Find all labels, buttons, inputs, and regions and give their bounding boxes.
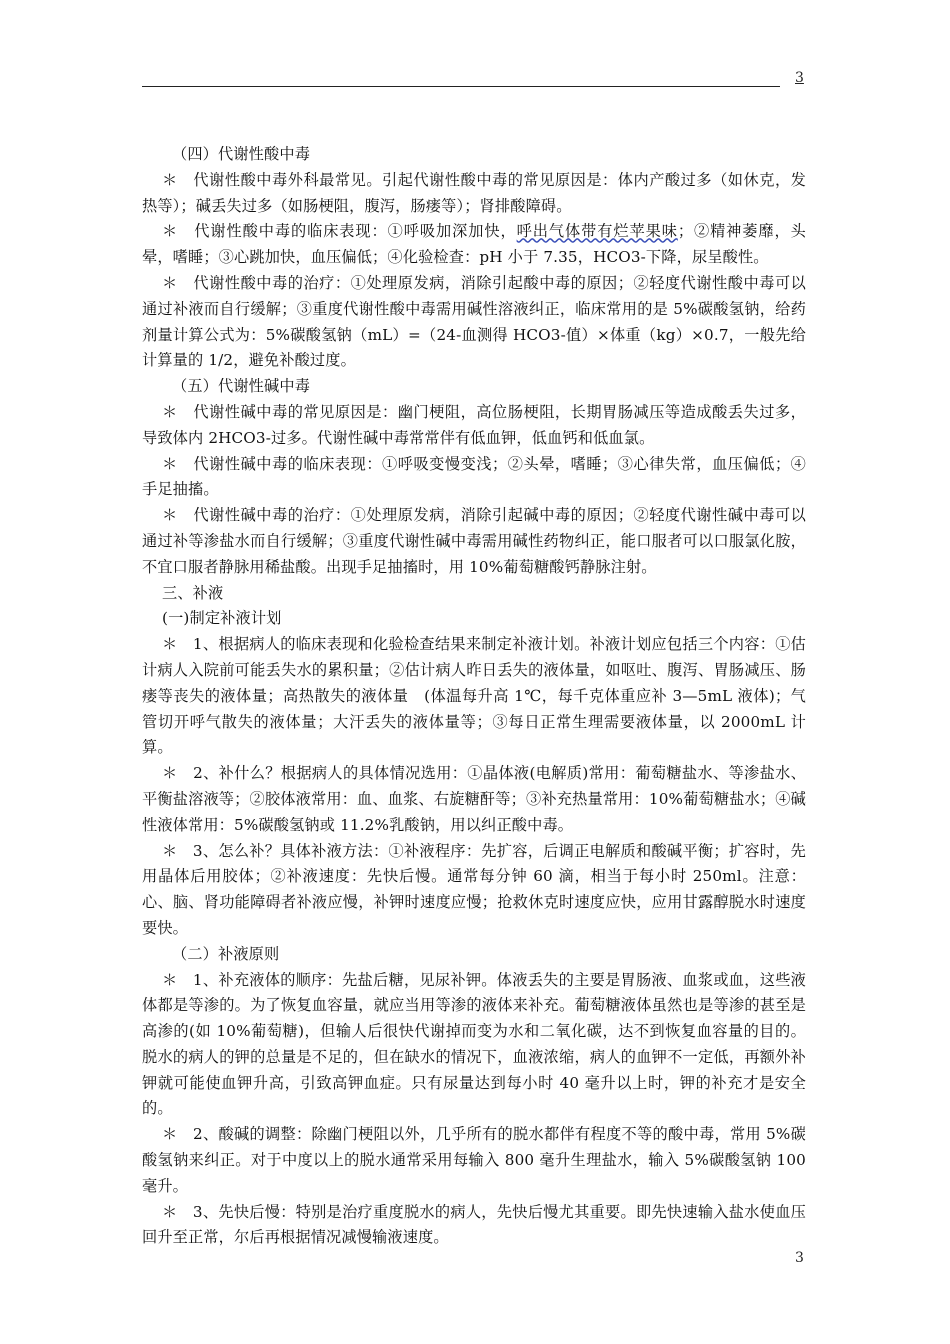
paragraph-text: ＊ 代谢性酸中毒的临床表现：①呼吸加深加快， xyxy=(162,222,517,241)
section-heading-metabolic-acidosis: （四）代谢性酸中毒 xyxy=(172,145,311,163)
paragraph: ＊ 代谢性酸中毒的治疗：①处理原发病，消除引起酸中毒的原因；②轻度代谢性酸中毒可以通过补液而自行缓解；③重度代谢性酸中毒需用碱性溶液纠正，临床常用的是 5%碳酸氢钠，给药剂量计算公式为：5%碳酸氢钠（mL）=（24-血测得 HCO3-值）×体重（kg）×0.7，一般先给计算量的 1/2，避免补酸过度。 xyxy=(142,273,806,370)
subsection-heading-plan: (一)制定补液计划 xyxy=(162,609,282,628)
paragraph: ＊ 代谢性碱中毒的临床表现：①呼吸变慢变浅；②头晕，嗜睡；③心律失常，血压偏低；④手足抽搐。 xyxy=(142,454,806,499)
section-heading-metabolic-alkalosis: （五）代谢性碱中毒 xyxy=(172,377,311,396)
paragraph: ＊ 2、酸碱的调整：除幽门梗阻以外，几乎所有的脱水都伴有程度不等的酸中毒，常用 5%碳酸氢钠来纠正。对于中度以上的脱水通常采用每输入 800 毫升生理盐水，输入 5%碳酸氢钠 100 毫升。 xyxy=(142,1125,806,1195)
paragraph: ＊ 1、补充液体的顺序：先盐后糖，见尿补钾。体液丢失的主要是胃肠液、血浆或血，这些液体都是等渗的。为了恢复血容量，就应当用等渗的液体来补充。葡萄糖液体虽然也是等渗的甚至是高渗的(如 10%葡萄糖)，但输人后很快代谢掉而变为水和二氧化碳，达不到恢复血容量的目的。脱水的病人的钾的总量是不足的，但在缺水的情况下，血液浓缩，病人的血钾不一定低，再额外补钾就可能使血钾升高，引致高钾血症。只有尿量达到每小时 40 毫升以上时，钾的补充才是安全的。 xyxy=(142,970,806,1118)
paragraph: ＊ 1、根据病人的临床表现和化验检查结果来制定补液计划。补液计划应包括三个内容：①估计病人入院前可能丢失水的累积量；②估计病人昨日丢失的液体量，如呕吐、腹泻、胃肠减压、肠瘘等丧失的液体量；高热散失的液体量 (体温每升高 1℃，每千克体重应补 3—5mL 液体)；气管切开呼气散失的液体量；大汗丢失的液体量等；③每日正常生理需要液体量，以 2000mL 计算。 xyxy=(142,635,806,757)
header-page-number: 3 xyxy=(795,70,804,86)
underlined-phrase: 呼出气体带有烂苹果味 xyxy=(516,222,678,241)
paragraph: ＊ 2、补什么？根据病人的具体情况选用：①晶体液(电解质)常用：葡萄糖盐水、等渗盐水、平衡盐溶液等；②胶体液常用：血、血浆、右旋糖酐等；③补充热量常用：10%葡萄糖盐水；④碱性液体常用：5%碳酸氢钠或 11.2%乳酸钠，用以纠正酸中毒。 xyxy=(142,764,806,834)
paragraph: ＊ 代谢性酸中毒外科最常见。引起代谢性酸中毒的常见原因是：体内产酸过多（如休克，发热等）；碱丢失过多（如肠梗阻，腹泻，肠瘘等）；肾排酸障碍。 xyxy=(142,170,806,215)
footer-page-number: 3 xyxy=(795,1250,804,1266)
paragraph-text: ；②精神萎靡，头晕，嗜睡；③心跳加快，血压偏低；④化验检查：pH 小于 7.35，HCO3-下降，尿呈酸性。 xyxy=(142,222,806,267)
paragraph: ＊ 代谢性碱中毒的常见原因是：幽门梗阻，高位肠梗阻，长期胃肠减压等造成酸丢失过多，导致体内 2HCO3-过多。代谢性碱中毒常常伴有低血钾，低血钙和低血氯。 xyxy=(142,402,806,447)
paragraph xyxy=(142,219,806,271)
subsection-heading-principles: （二）补液原则 xyxy=(172,944,280,963)
header-rule xyxy=(142,86,780,87)
paragraph: ＊ 3、先快后慢：特别是治疗重度脱水的病人，先快后慢尤其重要。即先快速输入盐水使血压回升至正常，尔后再根据情况减慢输液速度。 xyxy=(142,1202,806,1247)
document-body xyxy=(142,142,806,1251)
paragraph: ＊ 代谢性碱中毒的治疗：①处理原发病，消除引起碱中毒的原因；②轻度代谢性碱中毒可以通过补等渗盐水而自行缓解；③重度代谢性碱中毒需用碱性药物纠正，能口服者可以口服氯化胺，不宜口服者静脉用稀盐酸。出现手足抽搐时，用 10%葡萄糖酸钙静脉注射。 xyxy=(142,506,806,576)
section-heading-fluid-therapy: 三、补液 xyxy=(162,583,224,602)
paragraph: ＊ 3、怎么补？具体补液方法：①补液程序：先扩容，后调正电解质和酸碱平衡；扩容时，先用晶体后用胶体；②补液速度：先快后慢。通常每分钟 60 滴，相当于每小时 250ml。注意：心、脑、肾功能障碍者补液应慢，补钾时速度应慢；抢救休克时速度应快，应用甘露醇脱水时速度要快。 xyxy=(142,841,806,937)
